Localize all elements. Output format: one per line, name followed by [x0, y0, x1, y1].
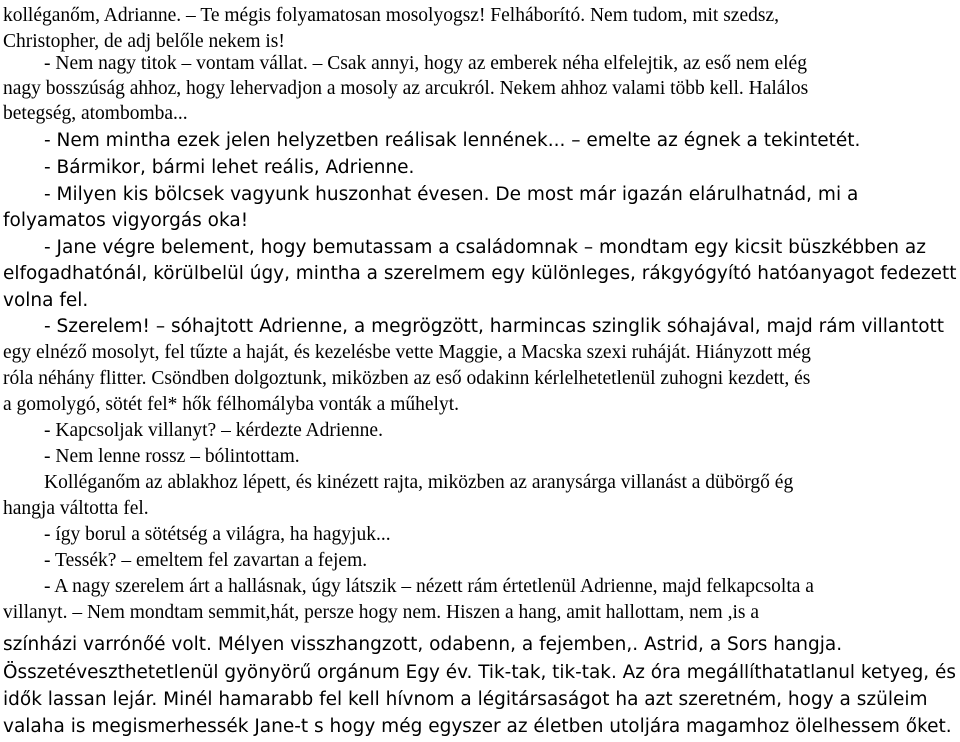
text-line: idők lassan lejár. Minél hamarabb fel kell hívnom a légitársaságot ha azt szeretném, hogy a szüleim — [3, 689, 928, 710]
text-line: - A nagy szerelem árt a hallásnak, úgy látszik – nézett rám értetlenül Adrienne, majd felkapcsolta a — [44, 576, 814, 597]
text-line: kolléganőm, Adrianne. – Te mégis folyamatosan mosolyogsz! Felháborító. Nem tudom, mit szedsz, — [3, 5, 779, 26]
text-line: - Szerelem! – sóhajtott Adrienne, a megrögzött, harmincas szinglik sóhajával, majd rám villantott — [44, 316, 945, 337]
text-line: - Tessék? – emeltem fel zavartan a fejem. — [44, 550, 368, 571]
text-line: - Nem nagy titok – vontam vállat. – Csak annyi, hogy az emberek néha elfelejtik, az eső nem elég — [44, 53, 807, 74]
text-line: - így borul a sötétség a világra, ha hagyjuk... — [44, 524, 391, 545]
text-line: valaha is megismerhessék Jane-t s hogy még egyszer az életben utoljára magamhoz ölelhessem őket. — [3, 716, 952, 737]
text-line: egy elnéző mosolyt, fel tűzte a haját, és kezelésbe vette Maggie, a Macska szexi ruháját. Hiányzott még — [3, 342, 811, 363]
text-line: - Kapcsoljak villanyt? – kérdezte Adrienne. — [44, 420, 383, 441]
text-line: Kolléganőm az ablakhoz lépett, és kinézett rajta, miközben az aranysárga villanást a dübörgő ég — [44, 472, 794, 493]
text-line: Összetéveszthetetlenül gyönyörű orgánum Egy év. Tik-tak, tik-tak. Az óra megállíthatatlanul ketyeg, és — [3, 662, 956, 683]
text-line: elfogadhatónál, körülbelül úgy, mintha a szerelmem egy különleges, rákgyógyító hatóanyagot fedezett — [3, 263, 957, 284]
text-line: - Nem lenne rossz – bólintottam. — [44, 446, 300, 467]
text-line: hangja váltotta fel. — [3, 498, 149, 519]
text-line: Christopher, de adj belőle nekem is! — [3, 31, 285, 52]
text-line: színházi varrónőé volt. Mélyen visszhangzott, odabenn, a fejemben,. Astrid, a Sors hangja. — [3, 634, 843, 655]
text-line: volna fel. — [3, 290, 89, 311]
text-line: villanyt. – Nem mondtam semmit,hát, persze hogy nem. Hiszen a hang, amit hallottam, nem ,is a — [3, 602, 759, 623]
text-line: folyamatos vigyorgás oka! — [3, 210, 249, 231]
text-line: - Bármikor, bármi lehet reális, Adrienne. — [44, 157, 415, 178]
text-line: - Nem mintha ezek jelen helyzetben reálisak lennének... – emelte az égnek a tekintetét. — [44, 130, 861, 151]
text-line: nagy bosszúság ahhoz, hogy lehervadjon a mosoly az arcukról. Nekem ahhoz valami több kell. Halálos — [3, 78, 809, 99]
text-line: - Milyen kis bölcsek vagyunk huszonhat évesen. De most már igazán elárulhatnád, mi a — [44, 184, 859, 205]
text-line: - Jane végre belement, hogy bemutassam a családomnak – mondtam egy kicsit büszkébben az — [44, 237, 926, 258]
text-line: róla néhány flitter. Csöndben dolgoztunk, miközben az eső odakinn kérlelhetetlenül zuhogni kezdett, és — [3, 368, 811, 389]
text-line: betegség, atombomba... — [3, 103, 188, 124]
text-line: a gomolygó, sötét fel* hők félhomályba vonták a műhelyt. — [3, 394, 459, 415]
